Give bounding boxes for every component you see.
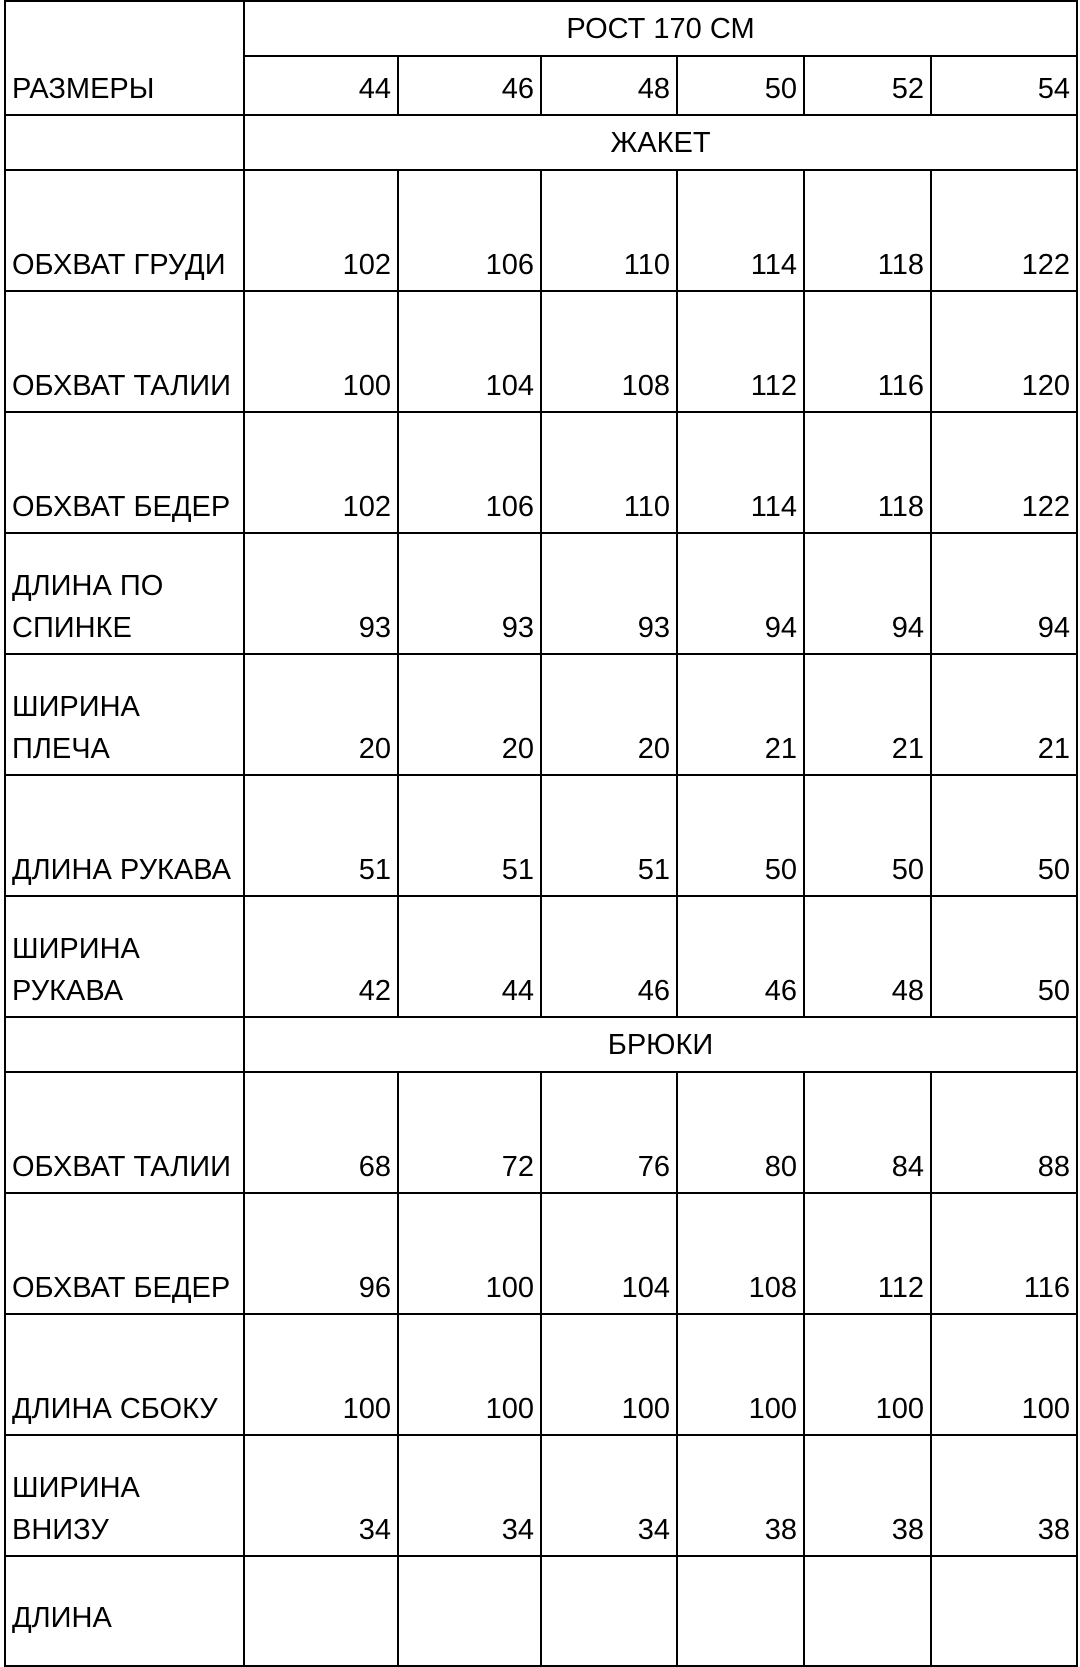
value-cell: 93 [541, 533, 677, 654]
value-cell: 34 [244, 1435, 398, 1556]
value-cell: 93 [398, 533, 541, 654]
value-cell: 100 [677, 1314, 804, 1435]
table-row [5, 1435, 1077, 1556]
row-label: ОБХВАТ БЕДЕР [5, 412, 244, 533]
value-cell: 72 [398, 1072, 541, 1193]
value-cell: 106 [398, 170, 541, 291]
sizes-label-cell [5, 1, 244, 115]
value-cell: 104 [398, 291, 541, 412]
section-title: БРЮКИ [244, 1017, 1077, 1072]
table-row [5, 412, 1077, 533]
value-cell: 20 [398, 654, 541, 775]
value-cell: 100 [398, 1314, 541, 1435]
section-blank-cell [5, 115, 244, 170]
height-header-row [5, 1, 1077, 56]
size-cell: 46 [398, 56, 541, 115]
value-cell: 34 [398, 1435, 541, 1556]
value-cell: 122 [931, 412, 1077, 533]
value-cell: 21 [931, 654, 1077, 775]
value-cell: 122 [931, 170, 1077, 291]
row-label: ДЛИНА РУКАВА [5, 775, 244, 896]
value-cell: 100 [398, 1193, 541, 1314]
value-cell: 102 [244, 412, 398, 533]
size-chart-table [4, 0, 1078, 1667]
value-cell [398, 1556, 541, 1666]
value-cell: 46 [541, 896, 677, 1017]
value-cell: 100 [804, 1314, 931, 1435]
section-header-row [5, 1017, 1077, 1072]
value-cell: 100 [931, 1314, 1077, 1435]
value-cell: 44 [398, 896, 541, 1017]
value-cell [804, 1556, 931, 1666]
section-blank-cell [5, 1017, 244, 1072]
table-row [5, 1072, 1077, 1193]
value-cell: 118 [804, 412, 931, 533]
value-cell: 110 [541, 412, 677, 533]
value-cell: 100 [244, 291, 398, 412]
value-cell: 51 [541, 775, 677, 896]
value-cell: 102 [244, 170, 398, 291]
table-row [5, 170, 1077, 291]
value-cell [677, 1556, 804, 1666]
value-cell: 50 [677, 775, 804, 896]
row-label: ДЛИНА [5, 1556, 244, 1666]
value-cell: 100 [541, 1314, 677, 1435]
value-cell: 120 [931, 291, 1077, 412]
value-cell: 42 [244, 896, 398, 1017]
row-label: ШИРИНА ВНИЗУ [5, 1435, 244, 1556]
value-cell: 38 [931, 1435, 1077, 1556]
value-cell: 114 [677, 170, 804, 291]
value-cell: 100 [244, 1314, 398, 1435]
value-cell: 114 [677, 412, 804, 533]
row-label: ДЛИНА СБОКУ [5, 1314, 244, 1435]
value-cell: 88 [931, 1072, 1077, 1193]
value-cell: 50 [931, 775, 1077, 896]
value-cell: 38 [804, 1435, 931, 1556]
value-cell: 116 [804, 291, 931, 412]
size-cell: 52 [804, 56, 931, 115]
value-cell [541, 1556, 677, 1666]
height-header: РОСТ 170 СМ [244, 1, 1077, 56]
value-cell: 104 [541, 1193, 677, 1314]
value-cell: 46 [677, 896, 804, 1017]
value-cell: 51 [398, 775, 541, 896]
value-cell: 112 [677, 291, 804, 412]
value-cell: 94 [931, 533, 1077, 654]
table-row [5, 1314, 1077, 1435]
value-cell: 112 [804, 1193, 931, 1314]
row-label: ОБХВАТ ГРУДИ [5, 170, 244, 291]
row-label: ОБХВАТ ТАЛИИ [5, 291, 244, 412]
row-label: ОБХВАТ БЕДЕР [5, 1193, 244, 1314]
value-cell: 21 [677, 654, 804, 775]
value-cell: 94 [677, 533, 804, 654]
row-label: ДЛИНА ПО СПИНКЕ [5, 533, 244, 654]
row-label: ШИРИНА ПЛЕЧА [5, 654, 244, 775]
value-cell: 106 [398, 412, 541, 533]
value-cell: 38 [677, 1435, 804, 1556]
value-cell: 116 [931, 1193, 1077, 1314]
value-cell: 110 [541, 170, 677, 291]
value-cell: 96 [244, 1193, 398, 1314]
table-row [5, 654, 1077, 775]
size-cell: 54 [931, 56, 1077, 115]
table-row [5, 1193, 1077, 1314]
table-row [5, 896, 1077, 1017]
section-title: ЖАКЕТ [244, 115, 1077, 170]
value-cell: 34 [541, 1435, 677, 1556]
row-label: ШИРИНА РУКАВА [5, 896, 244, 1017]
table-row [5, 291, 1077, 412]
value-cell: 94 [804, 533, 931, 654]
value-cell: 48 [804, 896, 931, 1017]
section-header-row [5, 115, 1077, 170]
table-row [5, 533, 1077, 654]
value-cell: 50 [931, 896, 1077, 1017]
value-cell: 93 [244, 533, 398, 654]
value-cell: 50 [804, 775, 931, 896]
table-row [5, 1556, 1077, 1666]
value-cell: 118 [804, 170, 931, 291]
value-cell: 20 [541, 654, 677, 775]
size-cell: 48 [541, 56, 677, 115]
value-cell: 68 [244, 1072, 398, 1193]
value-cell: 20 [244, 654, 398, 775]
value-cell: 76 [541, 1072, 677, 1193]
sizes-label: РАЗМЕРЫ [12, 73, 155, 105]
value-cell [244, 1556, 398, 1666]
value-cell: 108 [677, 1193, 804, 1314]
value-cell: 108 [541, 291, 677, 412]
value-cell [931, 1556, 1077, 1666]
size-cell: 44 [244, 56, 398, 115]
row-label: ОБХВАТ ТАЛИИ [5, 1072, 244, 1193]
size-cell: 50 [677, 56, 804, 115]
table-row [5, 775, 1077, 896]
value-cell: 80 [677, 1072, 804, 1193]
value-cell: 21 [804, 654, 931, 775]
value-cell: 84 [804, 1072, 931, 1193]
value-cell: 51 [244, 775, 398, 896]
